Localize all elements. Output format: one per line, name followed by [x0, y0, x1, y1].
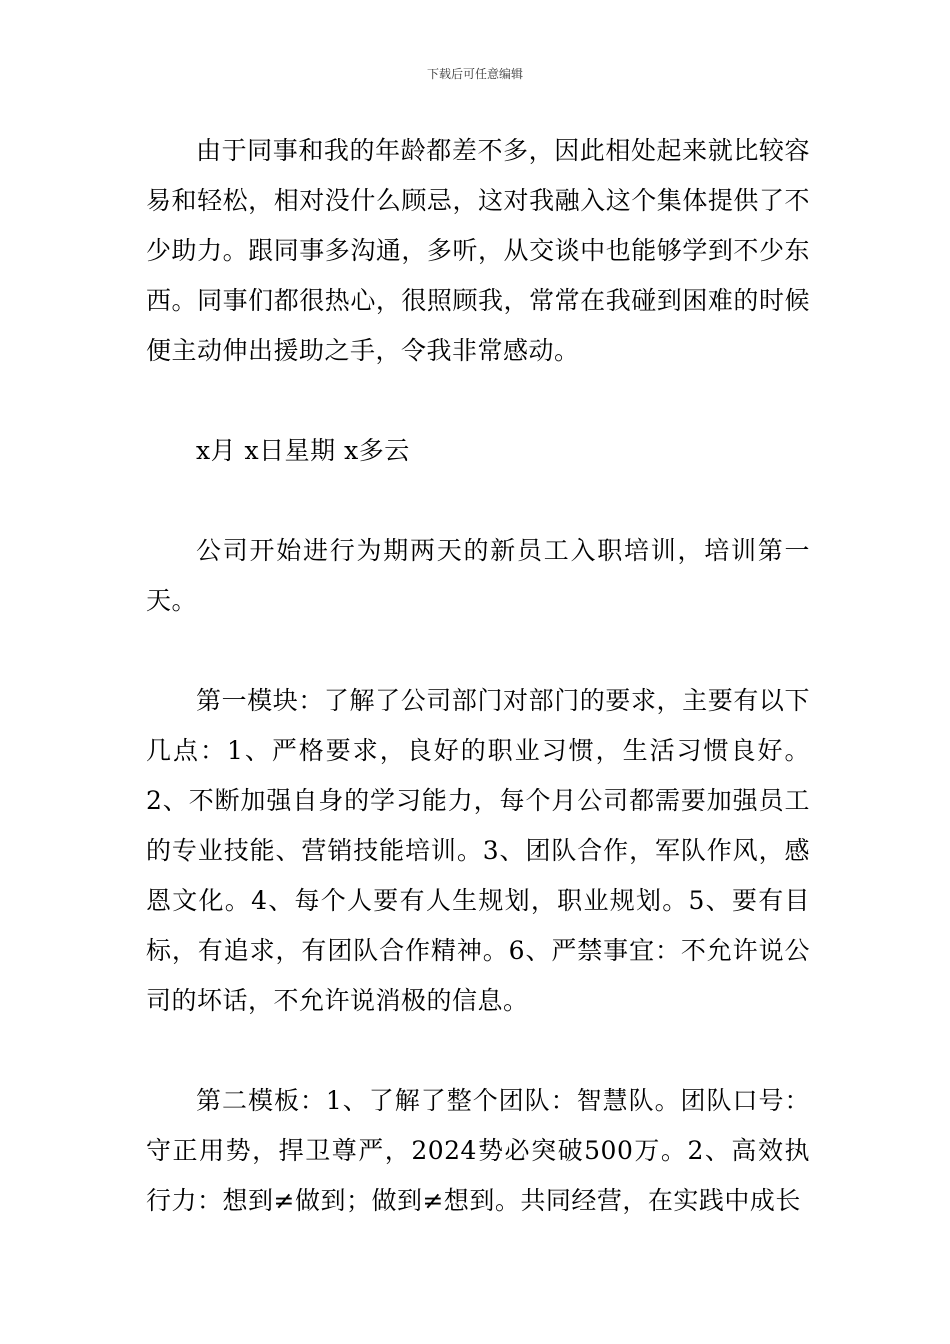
- document-body: [146, 126, 810, 1226]
- paragraph-training-start: 公司开始进行为期两天的新员工入职培训，培训第一天。: [146, 536, 810, 615]
- header-note: 下载后可任意编辑: [426, 67, 523, 81]
- paragraph-module-two: 第二模板：1、了解了整个团队：智慧队。团队口号：守正用势，捍卫尊严，2024势必突破500万。2、高效执行力：想到≠做到；做到≠想到。共同经营，在实践中成长: [146, 1086, 810, 1215]
- paragraph-colleagues: 由于同事和我的年龄都差不多，因此相处起来就比较容易和轻松，相对没什么顾忌，这对我融入这个集体提供了不少助力。跟同事多沟通，多听，从交谈中也能够学到不少东西。同事们都很热心，很照顾我，常常在我碰到困难的时候便主动伸出援助之手，令我非常感动。: [146, 136, 810, 365]
- paragraph-module-one: 第一模块：了解了公司部门对部门的要求，主要有以下几点：1、严格要求，良好的职业习惯，生活习惯良好。2、不断加强自身的学习能力，每个月公司都需要加强员工的专业技能、营销技能培训。3、团队合作，军队作风，感恩文化。4、每个人要有人生规划，职业规划。5、要有目标，有追求，有团队合作精神。6、严禁事宜：不允许说公司的坏话，不允许说消极的信息。: [146, 686, 810, 1015]
- paragraph-date-heading: x月 x日星期 x多云: [196, 436, 410, 465]
